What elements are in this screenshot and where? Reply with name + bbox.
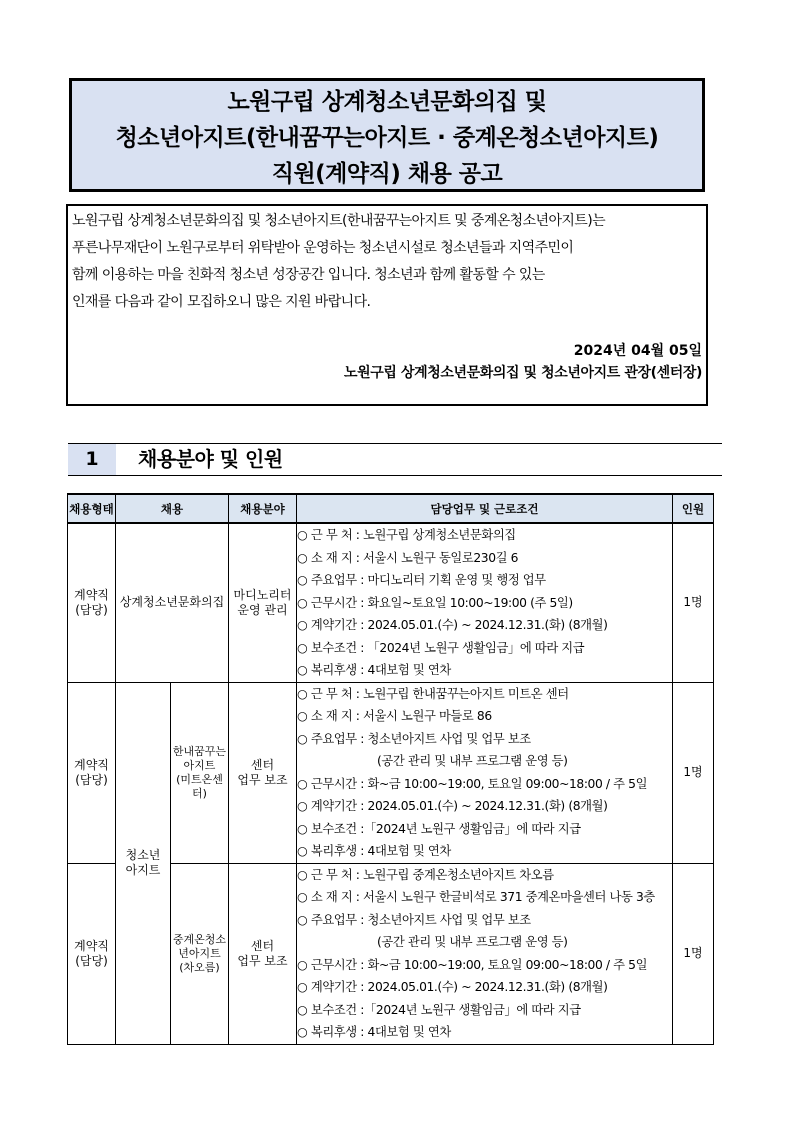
intro-line: 함께 이용하는 마을 친화적 청소년 성장공간 입니다. 청소년과 함께 활동할 수 있는: [72, 267, 545, 283]
header-recruit: 채용: [116, 494, 229, 523]
condition-line: ○ 복리후생 : 4대보험 및 연차: [297, 1025, 451, 1039]
cell-field: 마디노리터 운영 관리: [229, 523, 297, 682]
condition-line: ○ 근무시간 : 화요일~토요일 10:00~19:00 (주 5일): [297, 595, 573, 610]
cell-facility: 중계온청소 년아지트 (차오름): [171, 863, 229, 1044]
recruitment-table: [67, 493, 714, 1045]
condition-line: ○ 근 무 처 : 노원구립 한내꿈꾸는아지트 미트온 센터: [297, 686, 569, 701]
cell-group-label: 청소년 아지트: [116, 682, 171, 1044]
cell-field: 센터 업무 보조: [229, 863, 297, 1044]
cell-facility: 상계청소년문화의집: [116, 523, 229, 682]
table-header-row: [68, 494, 714, 523]
condition-line: ○ 보수조건 :「2024년 노원구 생활임금」에 따라 지급: [297, 821, 581, 836]
condition-line: (공간 관리 및 내부 프로그램 운영 등): [377, 935, 568, 949]
cell-type: 계약직 (담당): [68, 523, 116, 682]
condition-line: ○ 근 무 처 : 노원구립 중계온청소년아지트 차오름: [297, 867, 554, 882]
announcement-date: 2024년 04월 05일: [573, 343, 702, 359]
condition-line: ○ 근무시간 : 화~금 10:00~19:00, 토요일 09:00~18:00 / 주 5일: [297, 776, 648, 791]
cell-type: 계약직 (담당): [68, 682, 116, 863]
condition-line: ○ 계약기간 : 2024.05.01.(수) ~ 2024.12.31.(화) (8개월): [297, 980, 608, 994]
section-number: 1: [68, 444, 116, 475]
table-row: [68, 523, 714, 682]
cell-count: 1명: [673, 863, 714, 1044]
condition-line: ○ 계약기간 : 2024.05.01.(수) ~ 2024.12.31.(화) (8개월): [297, 799, 608, 813]
condition-line: ○ 주요업무 : 마디노리터 기획 운영 및 행정 업무: [297, 573, 546, 587]
condition-line: (공간 관리 및 내부 프로그램 운영 등): [377, 754, 568, 768]
condition-line: ○ 보수조건 :「2024년 노원구 생활임금」에 따라 지급: [297, 1002, 581, 1017]
condition-line: ○ 소 재 지 : 서울시 노원구 마들로 86: [297, 709, 492, 723]
signature: 노원구립 상계청소년문화의집 및 청소년아지트 관장(센터장): [344, 365, 702, 381]
table-row: [68, 682, 714, 863]
cell-conditions: [297, 682, 673, 863]
cell-count: 1명: [673, 682, 714, 863]
cell-type: 계약직 (담당): [68, 863, 116, 1044]
condition-line: ○ 소 재 지 : 서울시 노원구 한글비석로 371 중계온마을센터 나동 3층: [297, 890, 655, 904]
cell-count: 1명: [673, 523, 714, 682]
condition-line: ○ 소 재 지 : 서울시 노원구 동일로230길 6: [297, 550, 519, 565]
condition-line: ○ 근무시간 : 화~금 10:00~19:00, 토요일 09:00~18:00 / 주 5일: [297, 957, 648, 972]
cell-conditions: [297, 863, 673, 1044]
intro-line: 푸른나무재단이 노원구로부터 위탁받아 운영하는 청소년시설로 청소년들과 지역주민이: [72, 240, 574, 256]
section-divider-bottom: [68, 475, 722, 476]
condition-line: ○ 계약기간 : 2024.05.01.(수) ~ 2024.12.31.(화) (8개월): [297, 618, 608, 632]
title-line-1: 노원구립 상계청소년문화의집 및: [227, 89, 547, 115]
condition-line: ○ 주요업무 : 청소년아지트 사업 및 업무 보조: [297, 731, 531, 746]
cell-facility: 한내꿈꾸는 아지트 (미트온센터): [171, 682, 229, 863]
title-box: [69, 78, 705, 192]
header-field: 채용분야: [229, 494, 297, 523]
section-title: 채용분야 및 인원: [138, 447, 283, 471]
condition-line: ○ 복리후생 : 4대보험 및 연차: [297, 663, 451, 677]
intro-line: 인재를 다음과 같이 모집하오니 많은 지원 바랍니다.: [72, 294, 371, 310]
title-line-2: 청소년아지트(한내꿈꾸는아지트 · 중계온청소년아지트): [115, 125, 659, 151]
header-count: 인원: [673, 494, 714, 523]
cell-field: 센터 업무 보조: [229, 682, 297, 863]
intro-text: [72, 208, 702, 316]
intro-box: [66, 204, 708, 406]
cell-conditions: [297, 523, 673, 682]
title-line-3: 직원(계약직) 채용 공고: [271, 161, 503, 187]
intro-line: 노원구립 상계청소년문화의집 및 청소년아지트(한내꿈꾸는아지트 및 중계온청소년아지트)는: [72, 213, 606, 229]
header-duties: 담당업무 및 근로조건: [297, 494, 673, 523]
header-type: 채용형태: [68, 494, 116, 523]
condition-line: ○ 근 무 처 : 노원구립 상계청소년문화의집: [297, 528, 516, 542]
condition-line: ○ 주요업무 : 청소년아지트 사업 및 업무 보조: [297, 912, 531, 927]
condition-line: ○ 복리후생 : 4대보험 및 연차: [297, 844, 451, 858]
condition-line: ○ 보수조건 : 「2024년 노원구 생활임금」에 따라 지급: [297, 640, 585, 655]
